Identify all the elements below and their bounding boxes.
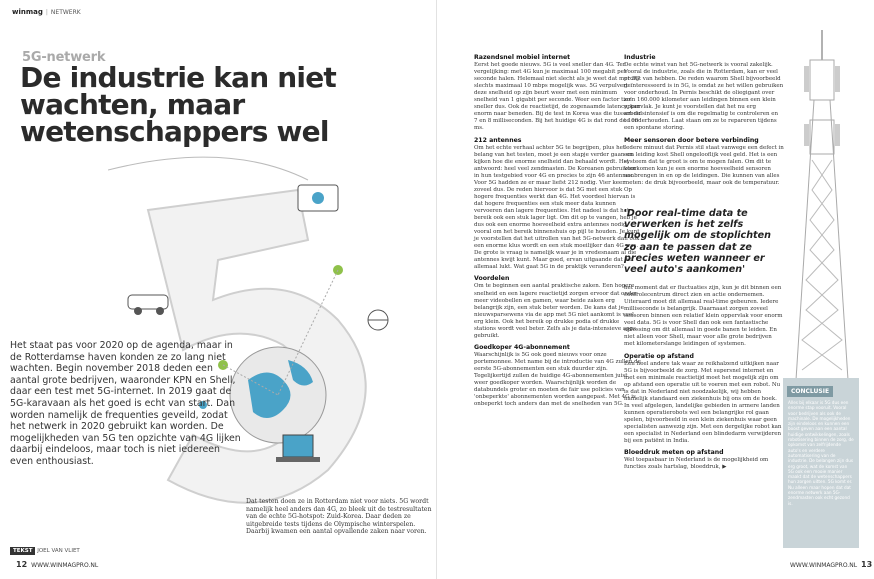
subhead: Goedkoper 4G-abonnement	[474, 343, 570, 351]
subhead: Operatie op afstand	[624, 352, 694, 360]
lead-paragraph: Dat testen doen ze in Rotterdam niet voor niets. 5G wordt namelijk heel anders dan 4G, zo bleek uit de testresultaten van de echte 5G-hotspot: Zuid-Korea. Daar deden ze uitgebreide tests tijdens de Olympische winterspelen. Daarbij kwamen een aantal opvallende zaken naar voren.	[246, 498, 432, 536]
subhead: Meer sensoren door betere verbinding	[624, 136, 759, 144]
article-column-2	[624, 52, 784, 475]
article-kicker: 5G-netwerk	[22, 50, 106, 65]
left-header: winmag | NETWERK	[12, 8, 81, 16]
conclusion-sidebar	[783, 378, 859, 548]
paragraph: Wel toepasbaar in Nederland is de mogelijkheid om functies zoals hartslag, bloeddruk, ▶	[624, 457, 769, 471]
page-number: 13	[861, 560, 873, 569]
page-number: 12	[16, 560, 28, 569]
sidebar-text: Alles bij elkaar is 5G dus een enorme stap vooruit. Vooral voor bedrijven als ook de machinale. De mogelijkheden zijn eindeloos en kunnen een boost geven aan een aantal huidige ontwikkelingen, zoals robotisering binnen de zorg, de opkomst van zelfrijdende auto's en verdere automatisering van de industrie. De belangen zijn dus erg groot, wat de komst van 5G ook een mooie manier maakt dat de wetenschappers hun zorgen uitten. 5G komt er. Nu alleen maar hopen dat dat enorme netwerk aan 5G-zendmasten ook echt gezond is.	[788, 400, 854, 506]
magazine-brand: winmag	[12, 8, 43, 16]
laptop-icon	[276, 435, 320, 462]
paragraph: Om het echte verhaal achter 5G te begrijpen, plus het belang van het testen, moet je een stapje verder gaan en kijken hoe die enorme snelheid dan behaald wordt. Het antwoord: heel veel zendmasten. De Koreanen gebruikten in hun testgebied voor 4G en precies te zijn 46 antennes. Voor 5G hadden ze er maar liefst 212 nodig. Vier keer zoveel dus. De reden hiervoor is dat 5G met een stuk hogere frequenties werkt dan 4G. Het voordeel hiervan is dat hogere frequenties een stuk meer data kunnen vervoeren dan lagere frequenties. Het nadeel is dat het bereik ook een stuk lager ligt. Om dit op te vangen, heb je dus ook een enorme hoeveelheid extra antennes nodig, vooral om het bereik binnenshuis op pijl te houden. Je kunt je voorstellen dat het uitrollen van het 5G-netwerk dan ook een enorme klus wordt en een stuk moeilijker dan 4G was. De grote is vraag is namelijk waar je in vredesnaam al die antennes kwijt kunt. Maar goed, ervan uitgaande dat het allemaal lukt. Wat gaat 5G in de praktijk veranderen?	[474, 144, 640, 271]
smartphone-hand-icon	[298, 185, 338, 211]
drone-icon	[368, 310, 388, 330]
subhead: Industrie	[624, 54, 656, 61]
subhead: Bloeddruk meten op afstand	[624, 449, 724, 457]
subhead: Razendsnel mobiel internet	[474, 54, 571, 61]
subhead: 212 antennes	[474, 136, 522, 144]
subhead: Voordelen	[474, 275, 510, 283]
article-column-1	[474, 52, 642, 412]
pull-quote: 'Door real-time data te verwerken is het zelfs mogelijk om de stoplichten zo aan te passen dat ze precies weten wanneer er veel auto's aankomen'	[624, 207, 771, 275]
car-icon	[128, 295, 168, 315]
paragraph: De echte winst van het 5G-netwerk is vooral zakelijk. Vooral de industrie, zoals die in Rotterdam, kan er veel profijt van hebben. De reden waarom Shell bijvoorbeeld geïnteresseerd is in 5G, is omdat ze het willen gebruiken voor onderhoud. In Pernis beschikt de oliegigant over zo'n 160.000 kilometer aan leidingen binnen een klein oppervlak. Je kunt je voorstellen dat het nu erg arbeidsintensief is om die regelmatig te controleren en te onderhouden. Laat staan om ze te repareren tijdens een spontane storing.	[624, 62, 784, 132]
paragraph: Eerst het goede nieuws. 5G is veel sneller dan 4G. Ter vergelijking: met 4G kun je maximaal 100 megabit per seconde halen. Helemaal niet slecht als je weet dat met 3G slechts maximaal 10 mbps mogelijk was. 5G verpulvert deze snelheid op zijn beurt weer met een minimum snelheid van 1 gigabit per seconde. Weer een factor tien sneller dus. Ook de reactietijd, de zogenaamde latency, kan enorm naar beneden. Bij de test in Korea was die tussen de 7 en 8 milliseconden. Bij het huidige 4G is dat rond de 100 ms.	[474, 62, 641, 132]
paragraph: Een heel andere tak waar ze reikhalzend uitkijken naar 5G is bijvoorbeeld de zorg. Met supersnel internet en met een minimale reactietijd moet het mogelijk zijn om op afstand een operatie uit te voeren met een robot. Nu is dat in Nederland niet noodzakelijk, wij hebben namelijk standaard een ziekenhuis bij ons om de hoek. In veel afgelegen, landelijke gebieden in armere landen kunnen operatierobots wel een belangrijke rol gaan spelen, bijvoorbeeld in een klein ziekenhuis waar geen specialisten aanwezig zijn. Met een dergelijke robot kan een specialist in Nederland een blindedarm verwijderen bij een patiënt in India.	[624, 360, 782, 445]
left-page-footer	[12, 560, 98, 569]
sidebar-title: CONCLUSIE	[787, 386, 833, 397]
right-page-footer	[790, 560, 874, 569]
footer-url: WWW.WINMAGPRO.NL	[31, 562, 99, 569]
paragraph: Om te beginnen een aantal praktische zaken. Een hogere snelheid en een lagere reactietijd zorgen ervoor dat onder meer videobellen en gamen, waar beide zaken erg belangrijk zijn, een stuk beter worden. De kans dat je nieuwsparsewens via de app met 5G niet aankomt is veel erg klein. Ook het bereik op drukke podia of drukke stations wordt veel beter. Zelfs als je data-intensieve apps gebruikt.	[474, 283, 638, 339]
article-intro: Het staat pas voor 2020 op de agenda, maar in de Rotterdamse haven konden ze zo lang niet wachten. Begin november 2018 deden een aantal grote bedrijven, waaronder KPN en Shell, daar een test met 5G-internet. In 2019 gaat de 5G-karavaan als het goed is echt van start. Dan worden namelijk de frequenties geveild, zodat het netwerk in 2020 gebruikt kan worden. De mogelijkheden van 5G ten opzichte van 4G lijken daarbij eindeloos, maar toch is niet iedereen even enthousiast.	[10, 340, 241, 467]
cell-tower-image	[782, 30, 862, 390]
credit-tag: TEKST	[10, 547, 35, 555]
paragraph: het moment dat er fluctuaties zijn, kun je dit binnen een controlecentrum direct zien en actie ondernemen. Uiteraard moet dit allemaal real-time gebeuren. Iedere milliseconde is belangrijk. Daarnaast zorgen zoveel sensoren binnen een relatief klein oppervlak voor enorm veel data. 5G is voor Shell dan ook een fantastische oplossing om dit allemaal in goede banen te leiden. En niet alleen voor Shell, maar voor alle grote bedrijven met kilometerslange leidingen of systemen.	[624, 285, 783, 348]
section-label: NETWERK	[50, 9, 81, 16]
paragraph: Iedere minuut dat Pernis stil staat vanwege een defect in een leiding kost Shell ongelooflijk veel geld. Het is een systeem dat te groot is om te mogen falen. Om dit te voorkomen kun je een enorme hoeveelheid sensoren aanbrengen in en op de leidingen. Die kunnen van alles meten: de druk bijvoorbeeld, maar ook de temperatuur. Op	[624, 144, 784, 193]
author-credit	[10, 548, 80, 554]
paragraph: Waarschijnlijk is 5G ook goed nieuws voor onze portemonnee. Met name bij de introductie van 4G zullen de eerste 5G-abonnementen een stuk duurder zijn. Tegelijkertijd zullen de huidige 4G-abonnementen juist weer goedkoper worden. Waarschijnlijk worden de databundels groter en moeten de fair use policies van 'onbeperkte' abonnementen worden aangepast. Met 4G is onbeperkt toch anders dan met de snelheden van 5G.	[474, 351, 641, 408]
credit-name: JOEL VAN VLIET	[37, 548, 80, 554]
article-headline: De industrie kan niet wachten, maar wetenschappers wel	[20, 61, 336, 148]
footer-url: WWW.WINMAGPRO.NL	[790, 562, 858, 569]
